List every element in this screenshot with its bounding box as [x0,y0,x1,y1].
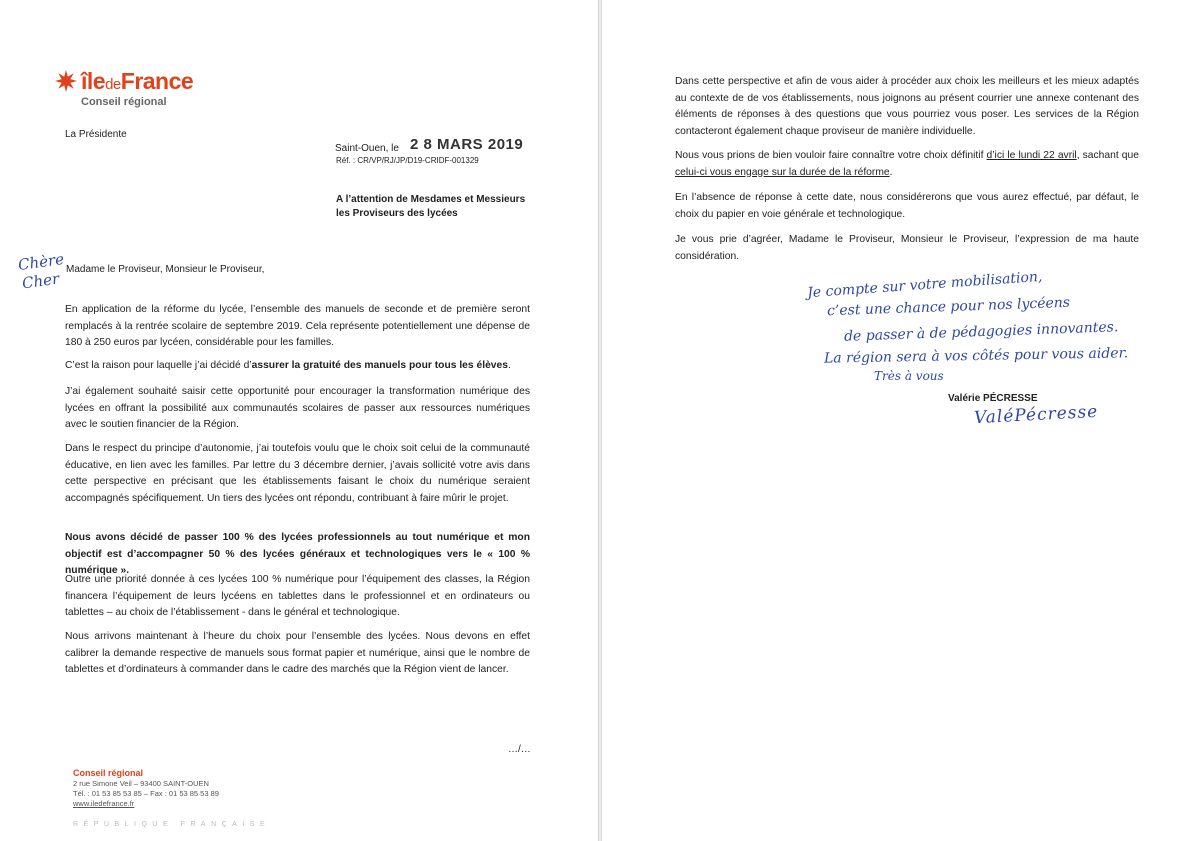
paragraph-r1: Dans cette perspective et afin de vous aider à procéder aux choix les meilleurs et les mieux adaptés au contexte de de vos établissements, nous joignons au présent courrier une annexe contenant des éléments de réponses à des questions que vous pourriez vous poser. Les services de la Région contacteront également chaque proviseur de manière individuelle. [675,76,1139,137]
paragraph-7: Nous arrivons maintenant à l’heure du choix pour l’ensemble des lycées. Nous devons en effet calibrer la demande respective de manuels sous format papier et numérique, ainsi que le nombre de tablettes et d’ordinateurs à commander dans le cadre des marchés que la Région vient de lancer. [65,631,530,675]
paragraph-6: Outre une priorité donnée à ces lycées 100 % numérique pour l’équipement des classes, la Région financera l’équipement de leurs lycéens en tablettes dans le professionnel et en ordinateurs ou tablettes – au choix de l’établissement - dans le général et technologique. [65,574,530,618]
paragraph-2: C’est la raison pour laquelle j’ai décidé d’assurer la gratuité des manuels pour tous les élèves. [65,360,511,371]
footer-phone: Tél. : 01 53 85 53 85 – Fax : 01 53 85 53 89 [73,789,219,798]
date-stamp: 2 8 MARS 2019 [410,136,524,153]
star-logo-icon [55,70,77,92]
paragraph-r4: Je vous prie d’agréer, Madame le Proviseur, Monsieur le Proviseur, l’expression de ma haute considération. [675,234,1139,262]
republique-francaise: RÉPUBLIQUE FRANÇAISE [73,821,271,828]
sender-title: La Présidente [65,129,127,140]
handwritten-note-line-1: Je compte sur votre mobilisation, [806,268,1043,302]
paragraph-1: En application de la réforme du lycée, l’ensemble des manuels de seconde et de première seront remplacés à la rentrée scolaire de septembre 2019. Cela représente potentiellement une dépense de 180 à 250 euros par lycéen, considérable pour les familles. [65,304,530,348]
footer-website[interactable]: www.iledefrance.fr [73,799,135,808]
footer-title: Conseil régional [73,768,144,778]
handwritten-note-line-2: c’est une chance pour nos lycéens [826,294,1071,320]
continuation-mark: …/… [508,744,531,755]
footer-address: 2 rue Simone Veil – 93400 SAINT-OUEN [73,779,209,788]
handwritten-greeting-1: Chère [16,249,66,275]
paragraph-r3: En l’absence de réponse à cette date, nous considérerons que vous aurez effectué, par défaut, le choix du papier en voie générale et technologique. [675,192,1139,220]
iledefrance-logo [55,68,225,110]
recipient-line-2: les Proviseurs des lycées [336,208,458,219]
recipient-line-1: A l’attention de Mesdames et Messieurs [336,194,526,205]
reference: Réf. : CR/VP/RJ/JP/D19-CRIDF-001329 [336,156,479,165]
letter-page-2 [602,0,1200,841]
paragraph-5: Nous avons décidé de passer 100 % des lycées professionnels au tout numérique et mon objectif est d’accompagner 50 % des lycées généraux et technologiques vers le « 100 % numérique ». [65,532,530,576]
letter-page-1 [0,0,598,841]
salutation: Madame le Proviseur, Monsieur le Proviseur, [66,264,265,275]
handwritten-note-line-5: Très à vous [874,369,944,383]
paragraph-4: Dans le respect du principe d’autonomie, j’ai toutefois voulu que le choix soit celui de la communauté éducative, en lien avec les familles. Par lettre du 3 décembre dernier, j’avais sollicité votre avis dans cette perspective en précisant que les établissements faisant le choix du numérique seraient accompagnés spécifiquement. Un tiers des lycées ont répondu, contribuant à faire mûrir le projet. [65,443,530,504]
paragraph-3: J’ai également souhaité saisir cette opportunité pour encourager la transformation numérique des lycées en offrant la possibilité aux communautés scolaires de passer aux ressources numériques avec le soutien financier de la Région. [65,386,530,430]
handwritten-note-line-3: de passer à de pédagogies innovantes. [843,319,1119,345]
handwritten-note-line-4: La région sera à vos côtés pour vous aider. [823,345,1129,367]
logo-subtitle: Conseil régional [81,96,167,108]
signatory-name: Valérie PÉCRESSE [948,393,1038,404]
signature: ValéPécresse [973,401,1099,429]
handwritten-greeting-2: Cher [20,269,61,293]
logo-wordmark: îledeFrance [81,68,194,94]
paragraph-r2: Nous vous prions de bien vouloir faire connaître votre choix définitif d’ici le lundi 22 avril, sachant que celui-ci vous engage sur la durée de la réforme. [675,150,1139,178]
place-label: Saint-Ouen, le [335,143,399,154]
